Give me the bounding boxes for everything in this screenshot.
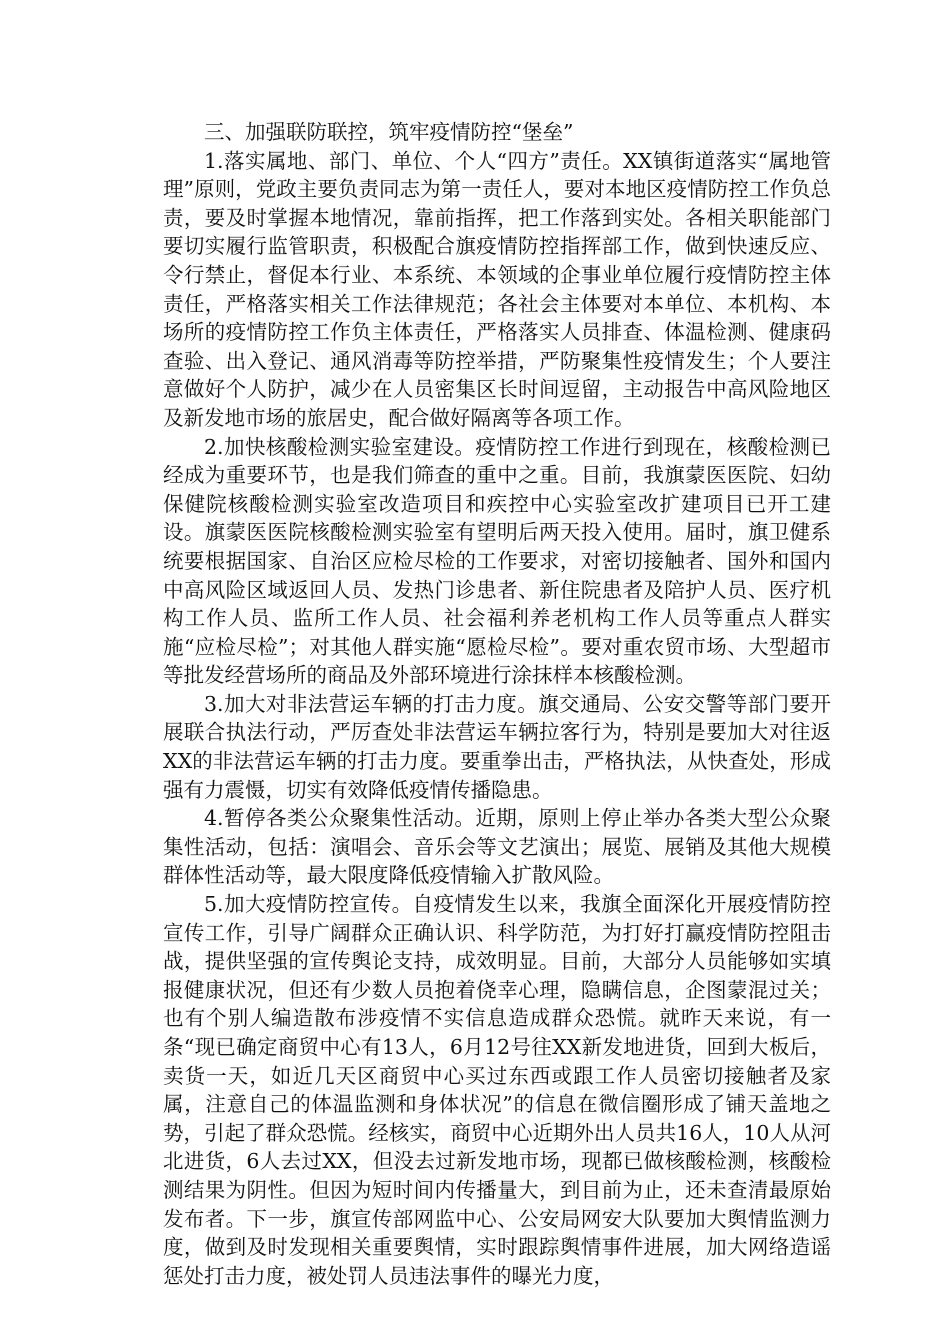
paragraph-4: 4.暂停各类公众聚集性活动。近期，原则上停止举办各类大型公众聚集性活动，包括：演唱会、音乐会等文艺演出；展览、展销及其他大规模群体性活动等，最大限度降低疫情输入扩散风险。 (163, 806, 831, 888)
paragraph-3: 3.加大对非法营运车辆的打击力度。旗交通局、公安交警等部门要开展联合执法行动，严厉查处非法营运车辆拉客行为，特别是要加大对往返XX的非法营运车辆的打击力度。要重拳出击，严格执法，从快查处，形成强有力震慑，切实有效降低疫情传播隐患。 (163, 691, 831, 802)
paragraph-5: 5.加大疫情防控宣传。自疫情发生以来，我旗全面深化开展疫情防控宣传工作，引导广阔群众正确认识、科学防范，为打好打赢疫情防控阻击战，提供坚强的宣传舆论支持，成效明显。目前，大部分人员能够如实填报健康状况，但还有少数人员抱着侥幸心理，隐瞒信息，企图蒙混过关；也有个别人编造散布涉疫情不实信息造成群众恐慌。就昨天来说，有一条“现已确定商贸中心有13人，6月12号往XX新发地进货，回到大板后，卖货一天，如近几天区商贸中心买过东西或跟工作人员密切接触者及家属，注意自己的体温监测和身体状况”的信息在微信圈形成了铺天盖地之势，引起了群众恐慌。经核实，商贸中心近期外出人员共16人，10人从河北进货，6人去过XX，但没去过新发地市场，现都已做核酸检测，核酸检测结果为阴性。但因为短时间内传播量大，到目前为止，还未查清最原始发布者。下一步，旗宣传部网监中心、公安局网安大队要加大舆情监测力度，做到及时发现相关重要舆情，实时跟踪舆情事件进展，加大网络造谣惩处打击力度，被处罚人员违法事件的曝光力度， (163, 892, 831, 1288)
paragraph-1: 1.落实属地、部门、单位、个人“四方”责任。XX镇街道落实“属地管理”原则，党政主要负责同志为第一责任人，要对本地区疫情防控工作负总责，要及时掌握本地情况，靠前指挥，把工作落到实处。各相关职能部门要切实履行监管职责，积极配合旗疫情防控指挥部工作，做到快速反应、令行禁止，督促本行业、本系统、本领域的企事业单位履行疫情防控主体责任，严格落实相关工作法律规范；各社会主体要对本单位、本机构、本场所的疫情防控工作负主体责任，严格落实人员排查、体温检测、健康码查验、出入登记、通风消毒等防控举措，严防聚集性疫情发生；个人要注意做好个人防护，减少在人员密集区长时间逗留，主动报告中高风险地区及新发地市场的旅居史，配合做好隔离等各项工作。 (163, 148, 831, 430)
paragraph-2: 2.加快核酸检测实验室建设。疫情防控工作进行到现在，核酸检测已经成为重要环节，也是我们筛查的重中之重。目前，我旗蒙医医院、妇幼保健院核酸检测实验室改造项目和疾控中心实验室改扩建项目已开工建设。旗蒙医医院核酸检测实验室有望明后两天投入使用。届时，旗卫健系统要根据国家、自治区应检尽检的工作要求，对密切接触者、国外和国内中高风险区域返回人员、发热门诊患者、新住院患者及陪护人员、医疗机构工作人员、监所工作人员、社会福利养老机构工作人员等重点人群实施“应检尽检”；对其他人群实施“愿检尽检”。要对重农贸市场、大型超市等批发经营场所的商品及外部环境进行涂抹样本核酸检测。 (163, 434, 831, 688)
document-body (163, 118, 831, 1290)
section-heading: 三、加强联防联控，筑牢疫情防控“堡垒” (204, 120, 574, 144)
